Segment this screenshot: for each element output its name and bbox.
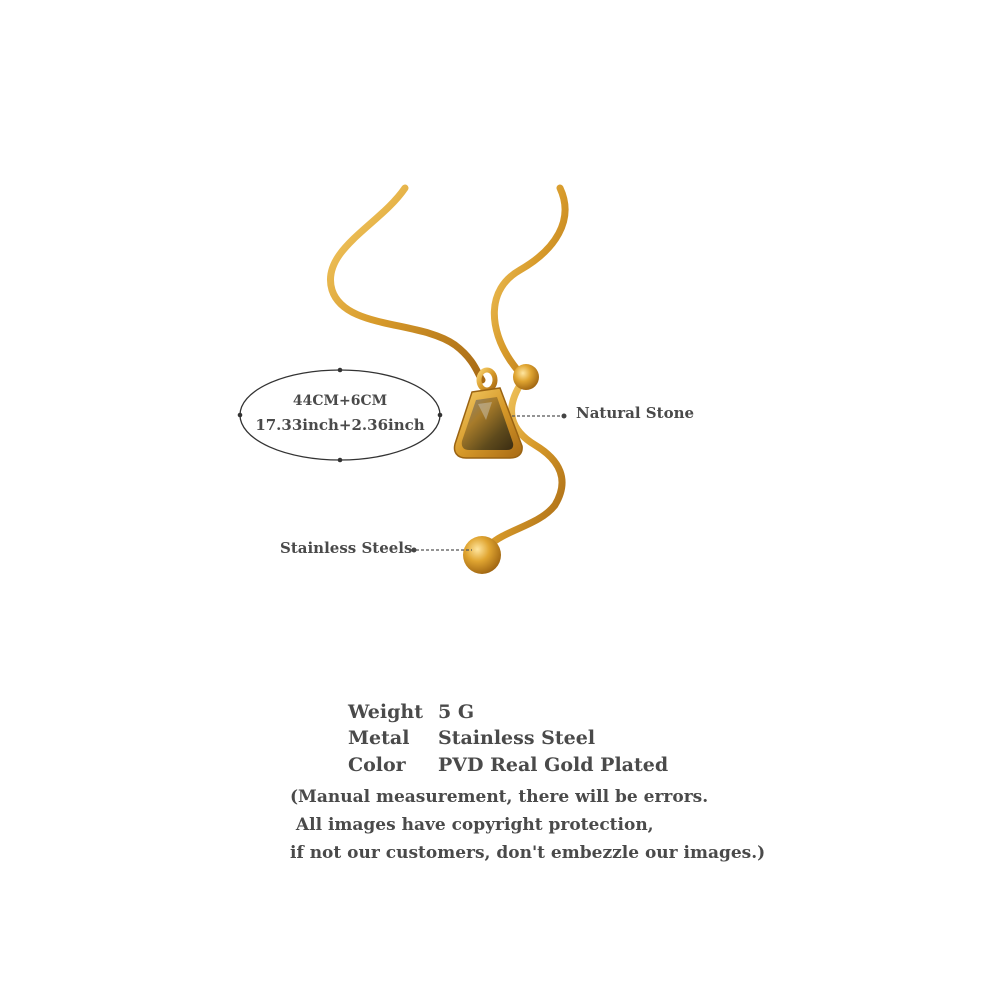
callout-natural-stone: Natural Stone — [576, 404, 695, 422]
callout-stainless-steels: Stainless Steels — [280, 539, 413, 557]
size-badge-inch: 17.33inch+2.36inch — [255, 416, 425, 434]
slider-bead — [513, 364, 539, 390]
spec-value: PVD Real Gold Plated — [438, 754, 669, 776]
spec-row-weight — [348, 701, 474, 723]
end-bead — [463, 536, 501, 574]
spec-key: Weight — [348, 701, 423, 723]
size-badge-cm: 44CM+6CM — [292, 393, 388, 409]
spec-key: Color — [348, 754, 406, 776]
spec-row-color — [348, 754, 668, 776]
size-badge-outline — [240, 370, 440, 460]
note-line-1: (Manual measurement, there will be errors. — [290, 787, 709, 807]
note-line-2: All images have copyright protection, — [290, 815, 654, 835]
spec-value: Stainless Steel — [438, 727, 596, 749]
chain-left — [330, 188, 482, 380]
spec-row-metal — [348, 727, 595, 749]
pendant-bail — [479, 370, 495, 390]
spec-key: Metal — [348, 727, 410, 749]
spec-value: 5 G — [438, 701, 475, 723]
chain-right-upper — [494, 188, 565, 378]
note-line-3: if not our customers, don't embezzle our images.) — [290, 843, 766, 863]
